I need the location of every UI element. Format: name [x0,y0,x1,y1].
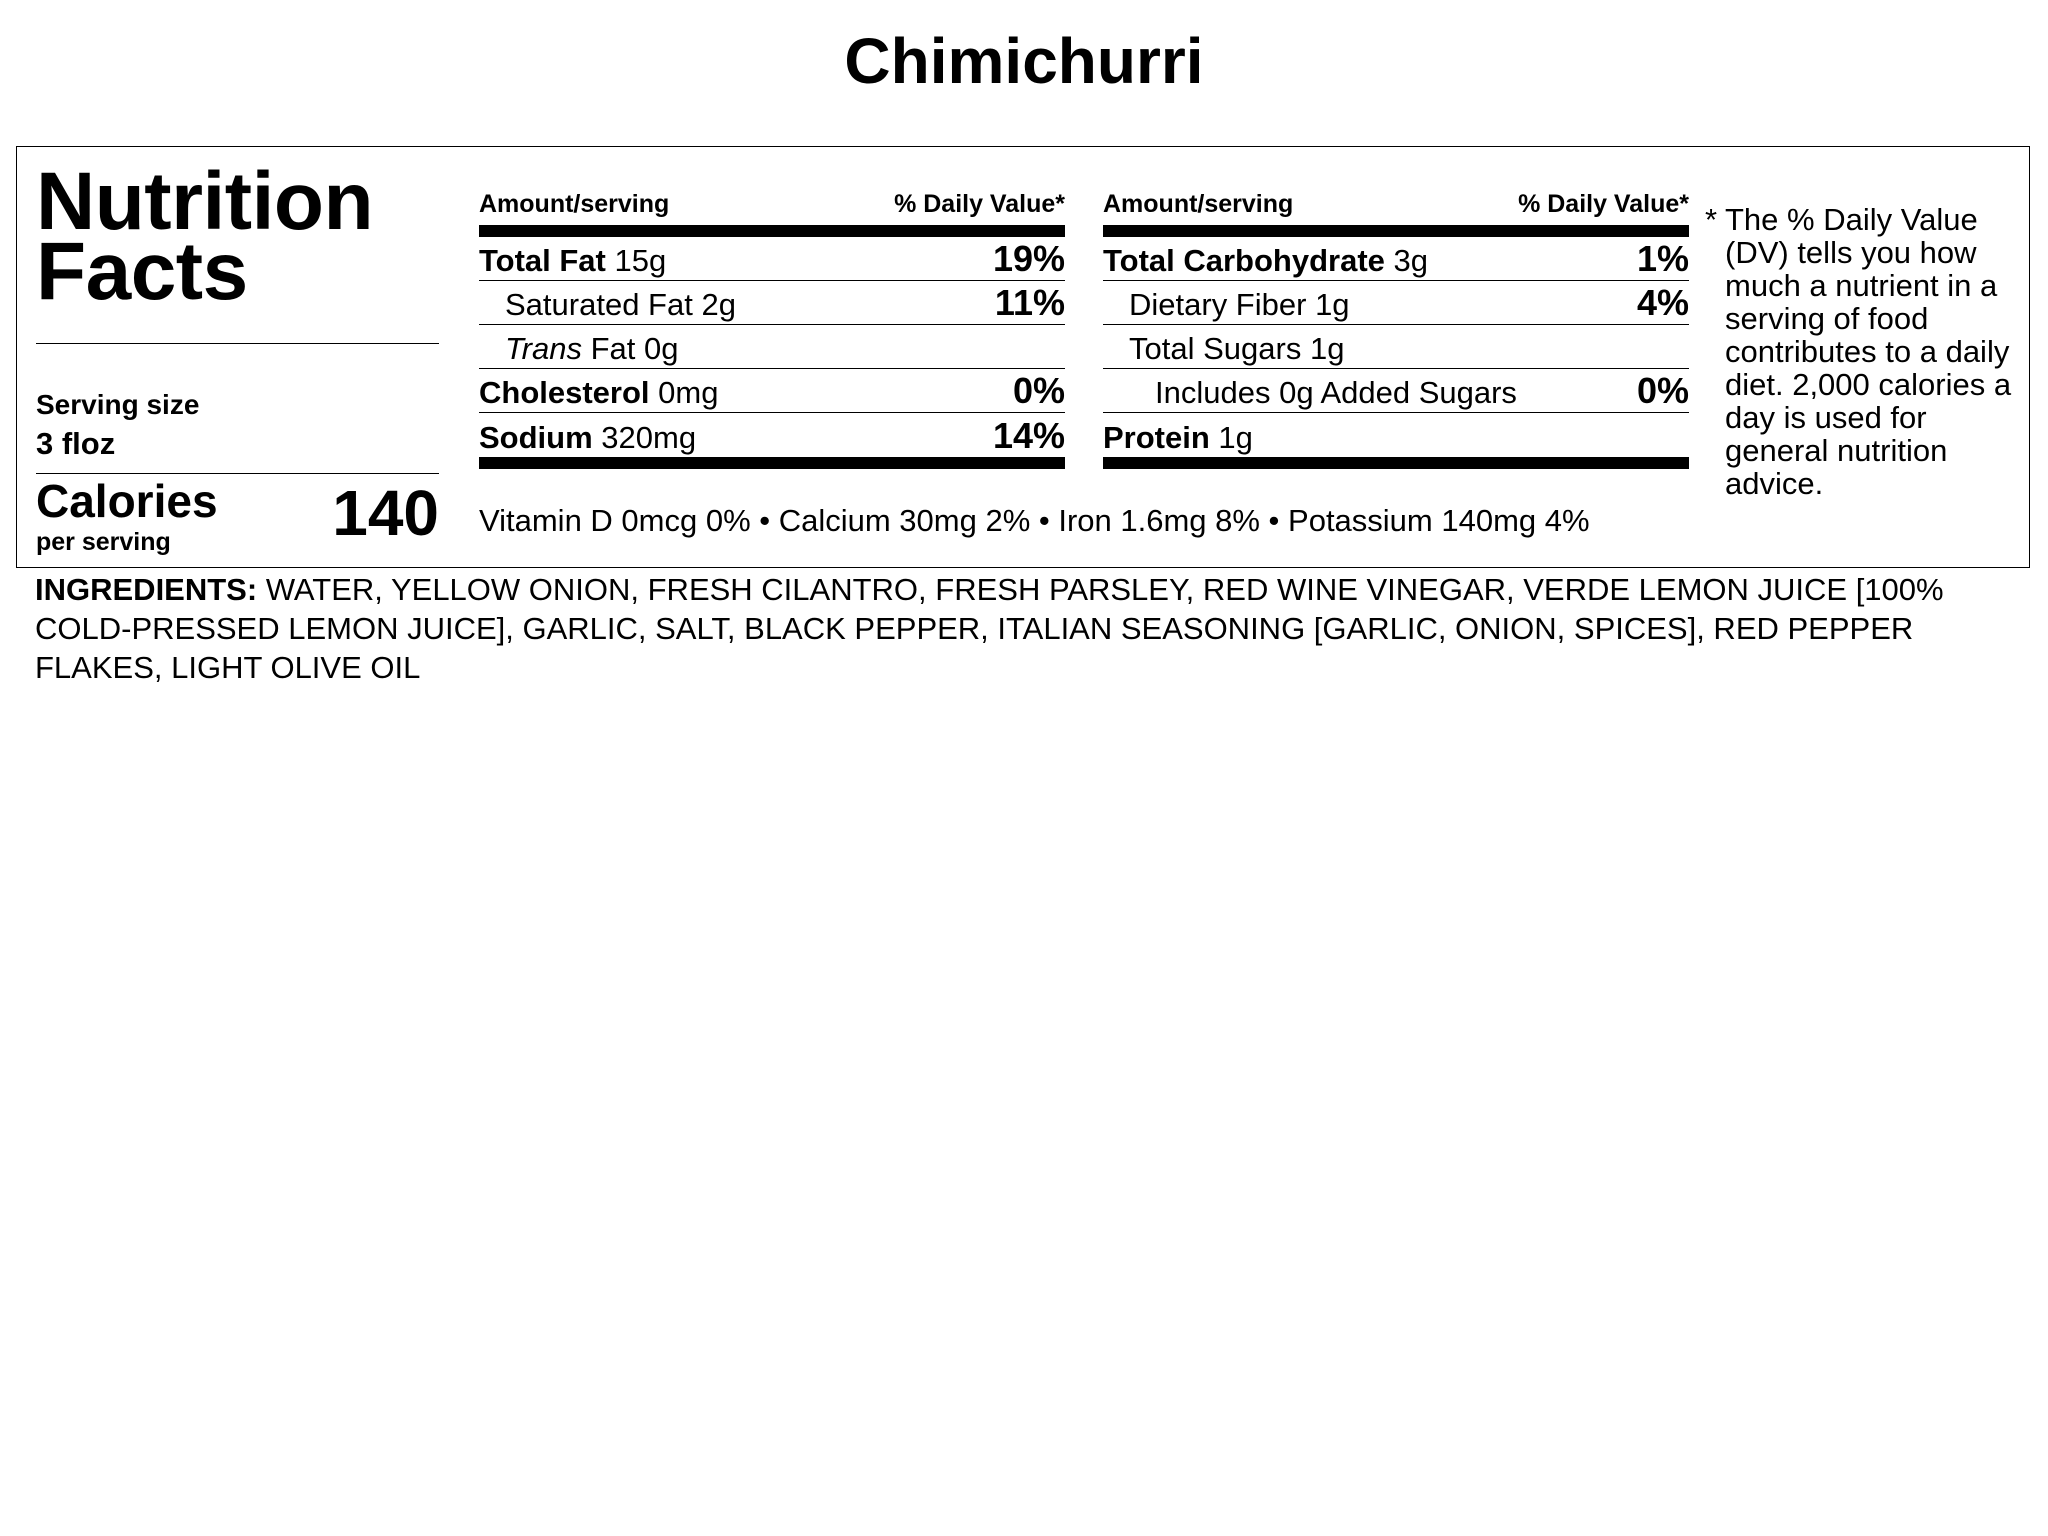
column-header [479,187,1065,221]
nutrient-name: Cholesterol [479,375,650,410]
nutrient-row-total-carbohydrate [1103,237,1689,281]
nutrient-dv: 0% [1636,370,1689,411]
nutrient-row-saturated-fat [479,281,1065,325]
daily-value-footnote [1705,203,2025,500]
ingredients-text: WATER, YELLOW ONION, FRESH CILANTRO, FRESH PARSLEY, RED WINE VINEGAR, VERDE LEMON JUICE [100% COLD-PRESSED LEMON JUICE], GARLIC, SALT, BLACK PEPPER, ITALIAN SEASONING [GARLIC, ONION, SPICES], RED PEPPER FLAKES, LIGHT OLIVE OIL [35,572,1944,685]
nutrient-name: Total Sugars [1129,331,1302,366]
heading-line-1: Nutrition [36,156,374,247]
nutrient-name: Dietary Fiber [1129,287,1307,322]
amount-per-serving-header: Amount/serving [479,190,670,218]
nutrient-amount: 2g [701,287,736,322]
nutrient-amount: 0g [644,331,679,366]
nutrient-row-cholesterol [479,369,1065,413]
nutrient-dv: 14% [992,415,1065,456]
nutrient-amount: 1g [1315,287,1350,322]
nutrient-name: Saturated Fat [505,287,693,322]
serving-size-value: 3 floz [36,426,116,461]
nutrient-name: Total Fat [479,243,606,278]
footnote-text: The % Daily Value (DV) tells you how much a nutrient in a serving of food contributes to a daily diet. 2,000 calories a day is used for general nutrition advice. [1725,202,2012,501]
nutrient-row-added-sugars [1103,369,1689,413]
nutrient-column-1 [479,187,1065,469]
nutrient-dv: 19% [992,238,1065,279]
nutrient-row-trans-fat [479,325,1065,369]
column-header [1103,187,1689,221]
daily-value-header: % Daily Value* [1518,190,1689,218]
serving-size-label: Serving size [36,389,200,420]
thick-divider [1103,225,1689,237]
calories-per-serving-label: per serving [36,528,171,556]
amount-per-serving-header: Amount/serving [1103,190,1294,218]
nutrient-dv: 1% [1636,238,1689,279]
daily-value-header: % Daily Value* [894,190,1065,218]
nutrient-amount: 320mg [601,420,697,455]
product-title: Chimichurri [844,25,1204,97]
footnote-asterisk: * [1705,202,1718,237]
vitamins-minerals-line: Vitamin D 0mcg 0% • Calcium 30mg 2% • Iron 1.6mg 8% • Potassium 140mg 4% [479,503,1590,538]
divider [36,473,439,474]
nutrient-row-total-sugars [1103,325,1689,369]
ingredients-label: INGREDIENTS: [35,572,258,607]
nutrition-facts-heading [36,156,439,317]
thick-divider [479,225,1065,237]
nutrient-dv: 4% [1636,282,1689,323]
ingredients-statement [35,570,1995,687]
nutrient-row-protein [1103,413,1689,457]
nutrient-name-italic: Trans [505,331,582,366]
nutrient-name: Fat [590,331,636,366]
nutrient-amount: 0mg [658,375,719,410]
thick-divider [1103,457,1689,469]
nutrient-amount: 1g [1309,331,1345,366]
nutrient-name: Includes 0g Added Sugars [1155,375,1517,410]
calories-value: 140 [332,477,439,549]
calories-label: Calories [36,475,218,527]
nutrient-name: Sodium [479,420,593,455]
nutrient-amount: 3g [1393,243,1429,278]
nutrition-facts-panel [16,146,2030,568]
nutrient-row-sodium [479,413,1065,457]
nutrient-dv: 0% [1012,370,1065,411]
nutrient-name: Total Carbohydrate [1103,243,1385,278]
nutrient-amount: 15g [614,243,667,278]
nutrient-name: Protein [1103,420,1210,455]
nutrient-column-2 [1103,187,1689,469]
nutrient-row-total-fat [479,237,1065,281]
nutrient-amount: 1g [1218,420,1253,455]
nutrient-row-dietary-fiber [1103,281,1689,325]
divider [36,343,439,344]
nutrient-dv: 11% [994,282,1065,323]
thick-divider [479,457,1065,469]
heading-line-2: Facts [36,226,248,317]
nutrition-summary [36,156,439,556]
